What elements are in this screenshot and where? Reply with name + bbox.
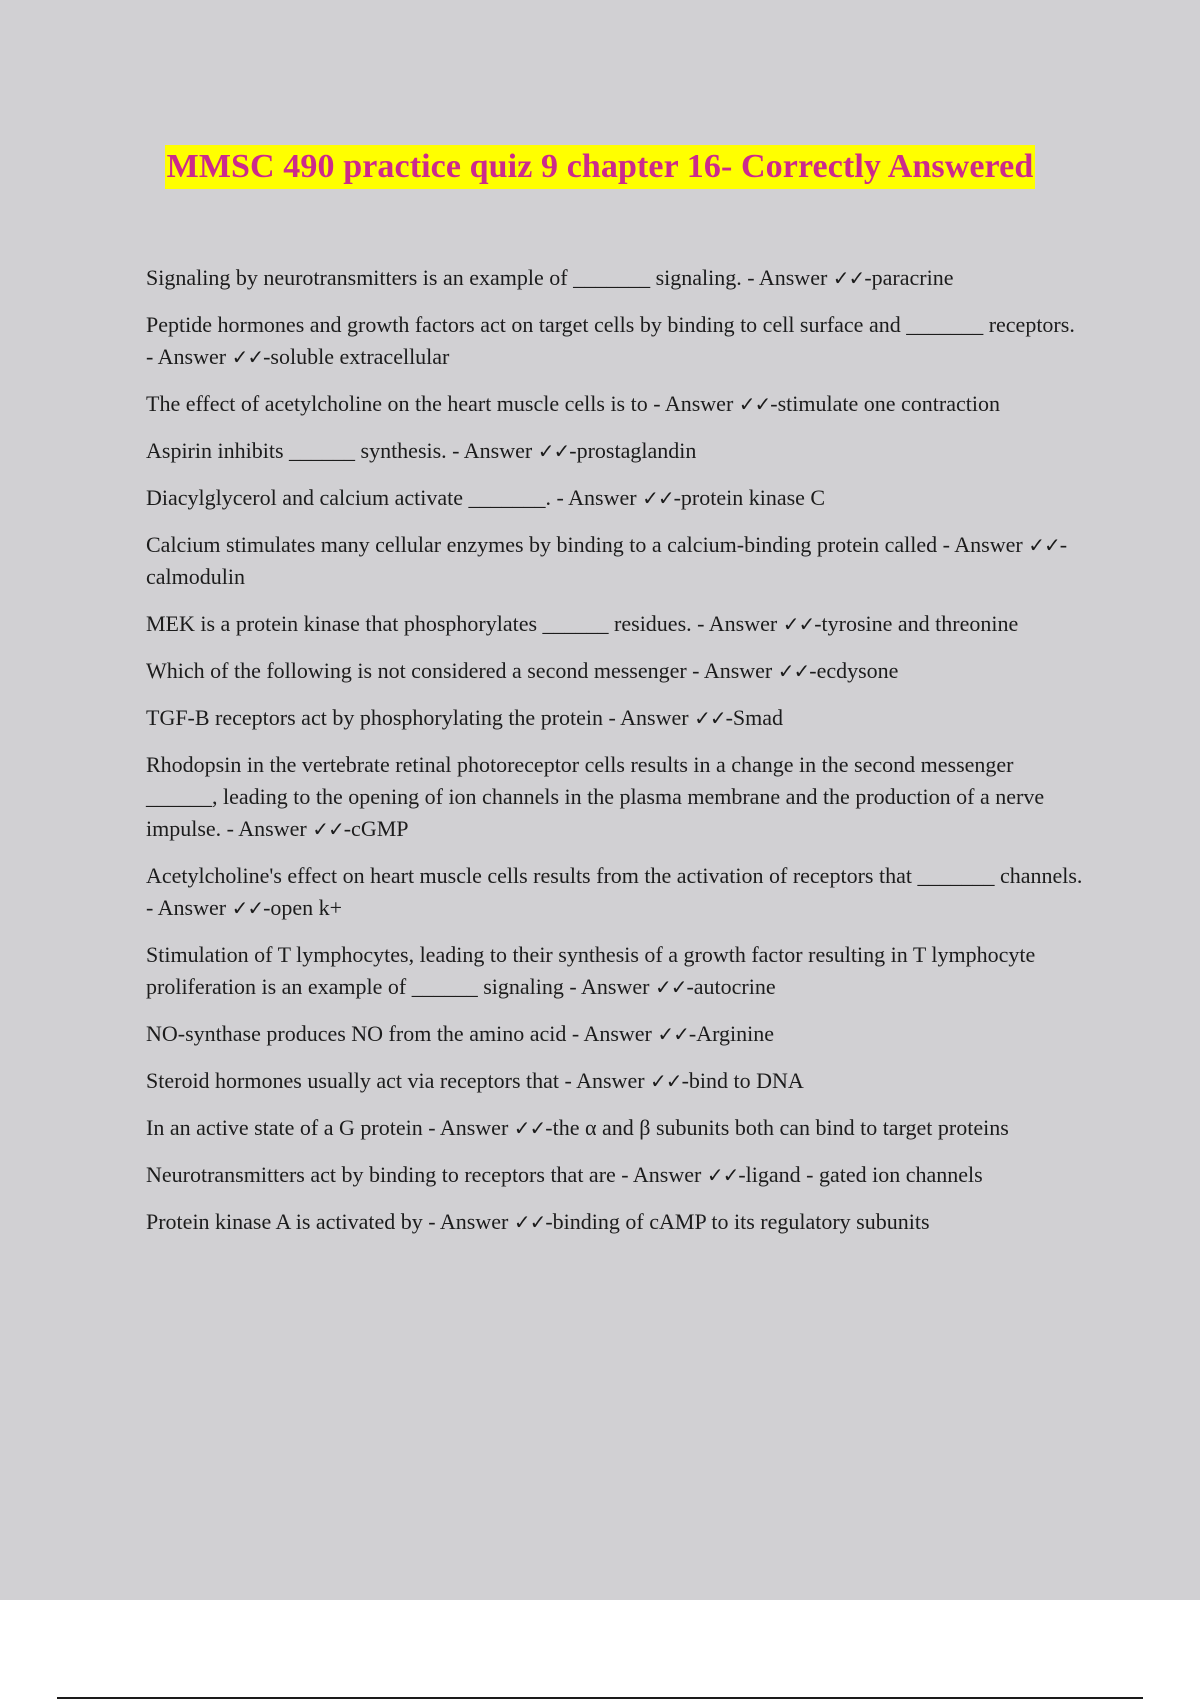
answer-text: -stimulate one contraction [770, 391, 1000, 416]
qa-item [146, 939, 1086, 1003]
question-text: MEK is a protein kinase that phosphorylates ______ residues. - [146, 611, 709, 636]
question-text: NO-synthase produces NO from the amino acid - [146, 1021, 584, 1046]
question-text: In an active state of a G protein - [146, 1115, 440, 1140]
question-text: Signaling by neurotransmitters is an example of _______ signaling. - [146, 265, 759, 290]
answer-label: Answer [703, 658, 773, 683]
answer-text: -open k+ [263, 895, 343, 920]
question-text: Protein kinase A is activated by - [146, 1209, 440, 1234]
question-text: Acetylcholine's effect on heart muscle cells results from the activation of receptors that _______ channels. - [146, 863, 1083, 920]
answer-label: Answer [439, 1115, 509, 1140]
answer-label: Answer [576, 1068, 645, 1093]
answer-text: -Smad [725, 705, 784, 730]
answer-label: Answer [758, 265, 828, 290]
qa-item [146, 262, 1086, 294]
answer-label: Answer [954, 532, 1023, 557]
answer-text: -binding of cAMP to its regulatory subunits [545, 1209, 930, 1234]
answer-text: -prostaglandin [569, 438, 697, 463]
answer-text: -cGMP [343, 816, 409, 841]
answer-text: -the α and β subunits both can bind to target proteins [545, 1115, 1009, 1140]
question-text: Neurotransmitters act by binding to receptors that are - [146, 1162, 633, 1187]
answer-text: -soluble extracellular [263, 344, 450, 369]
check-mark-icon: ✓✓ [706, 1163, 739, 1187]
answer-label: Answer [439, 1209, 509, 1234]
check-mark-icon: ✓✓ [738, 392, 771, 416]
check-mark-icon: ✓✓ [513, 1116, 546, 1140]
qa-item [146, 702, 1086, 734]
title-container [0, 145, 1200, 189]
answer-text: -Arginine [688, 1021, 775, 1046]
question-text: TGF-B receptors act by phosphorylating the protein - [146, 705, 621, 730]
question-text: Steroid hormones usually act via receptors that - [146, 1068, 577, 1093]
answer-text: -tyrosine and threonine [814, 611, 1019, 636]
qa-item [146, 435, 1086, 467]
check-mark-icon: ✓✓ [312, 817, 344, 841]
question-text: Stimulation of T lymphocytes, leading to their synthesis of a growth factor resulting in T lymphocyte proliferation is an example of ______ signaling - [146, 942, 1036, 999]
footer-divider [57, 1697, 1143, 1699]
answer-text: -protein kinase C [673, 485, 826, 510]
qa-item [146, 1018, 1086, 1050]
qa-item [146, 655, 1086, 687]
qa-item [146, 1206, 1086, 1238]
qa-item [146, 608, 1086, 640]
qa-item [146, 1065, 1086, 1097]
question-text: Diacylglycerol and calcium activate _______. - [146, 485, 569, 510]
qa-item [146, 309, 1086, 373]
check-mark-icon: ✓✓ [513, 1210, 546, 1234]
answer-text: -autocrine [686, 974, 776, 999]
check-mark-icon: ✓✓ [777, 659, 810, 683]
check-mark-icon: ✓✓ [650, 1069, 682, 1093]
check-mark-icon: ✓✓ [654, 975, 687, 999]
answer-label: Answer [157, 895, 227, 920]
qa-item [146, 482, 1086, 514]
answer-label: Answer [463, 438, 533, 463]
check-mark-icon: ✓✓ [642, 486, 674, 510]
check-mark-icon: ✓✓ [832, 266, 865, 290]
qa-item [146, 749, 1086, 845]
qa-item [146, 860, 1086, 924]
check-mark-icon: ✓✓ [1028, 533, 1060, 557]
answer-text: -ecdysone [809, 658, 899, 683]
question-text: The effect of acetylcholine on the heart muscle cells is to - [146, 391, 665, 416]
question-text: Which of the following is not considered a second messenger - [146, 658, 704, 683]
answer-text: -calmodulin [146, 532, 1068, 589]
answer-text: -paracrine [864, 265, 954, 290]
answer-label: Answer [620, 705, 689, 730]
check-mark-icon: ✓✓ [231, 896, 264, 920]
answer-label: Answer [708, 611, 778, 636]
qa-item [146, 1112, 1086, 1144]
question-text: Calcium stimulates many cellular enzymes by binding to a calcium-binding protein called - [146, 532, 955, 557]
check-mark-icon: ✓✓ [694, 706, 726, 730]
answer-label: Answer [632, 1162, 702, 1187]
answer-label: Answer [583, 1021, 652, 1046]
answer-label: Answer [157, 344, 227, 369]
answer-text: -bind to DNA [681, 1068, 804, 1093]
question-text: Rhodopsin in the vertebrate retinal photoreceptor cells results in a change in the second messenger ______, leading to the opening of ion channels in the plasma membrane and the production of a nerve impulse. - [146, 752, 1045, 841]
question-text: Peptide hormones and growth factors act on target cells by binding to cell surface and _______ receptors. - [146, 312, 1075, 369]
check-mark-icon: ✓✓ [537, 439, 570, 463]
answer-label: Answer [238, 816, 307, 841]
answer-label: Answer [664, 391, 734, 416]
document-title: MMSC 490 practice quiz 9 chapter 16- Correctly Answered [165, 145, 1036, 189]
qa-item [146, 1159, 1086, 1191]
qa-list [146, 262, 1086, 1253]
answer-label: Answer [568, 485, 637, 510]
answer-label: Answer [581, 974, 650, 999]
check-mark-icon: ✓✓ [231, 345, 264, 369]
qa-item [146, 388, 1086, 420]
qa-item [146, 529, 1086, 593]
check-mark-icon: ✓✓ [657, 1022, 689, 1046]
answer-text: -ligand - gated ion channels [738, 1162, 983, 1187]
question-text: Aspirin inhibits ______ synthesis. - [146, 438, 464, 463]
check-mark-icon: ✓✓ [782, 612, 815, 636]
